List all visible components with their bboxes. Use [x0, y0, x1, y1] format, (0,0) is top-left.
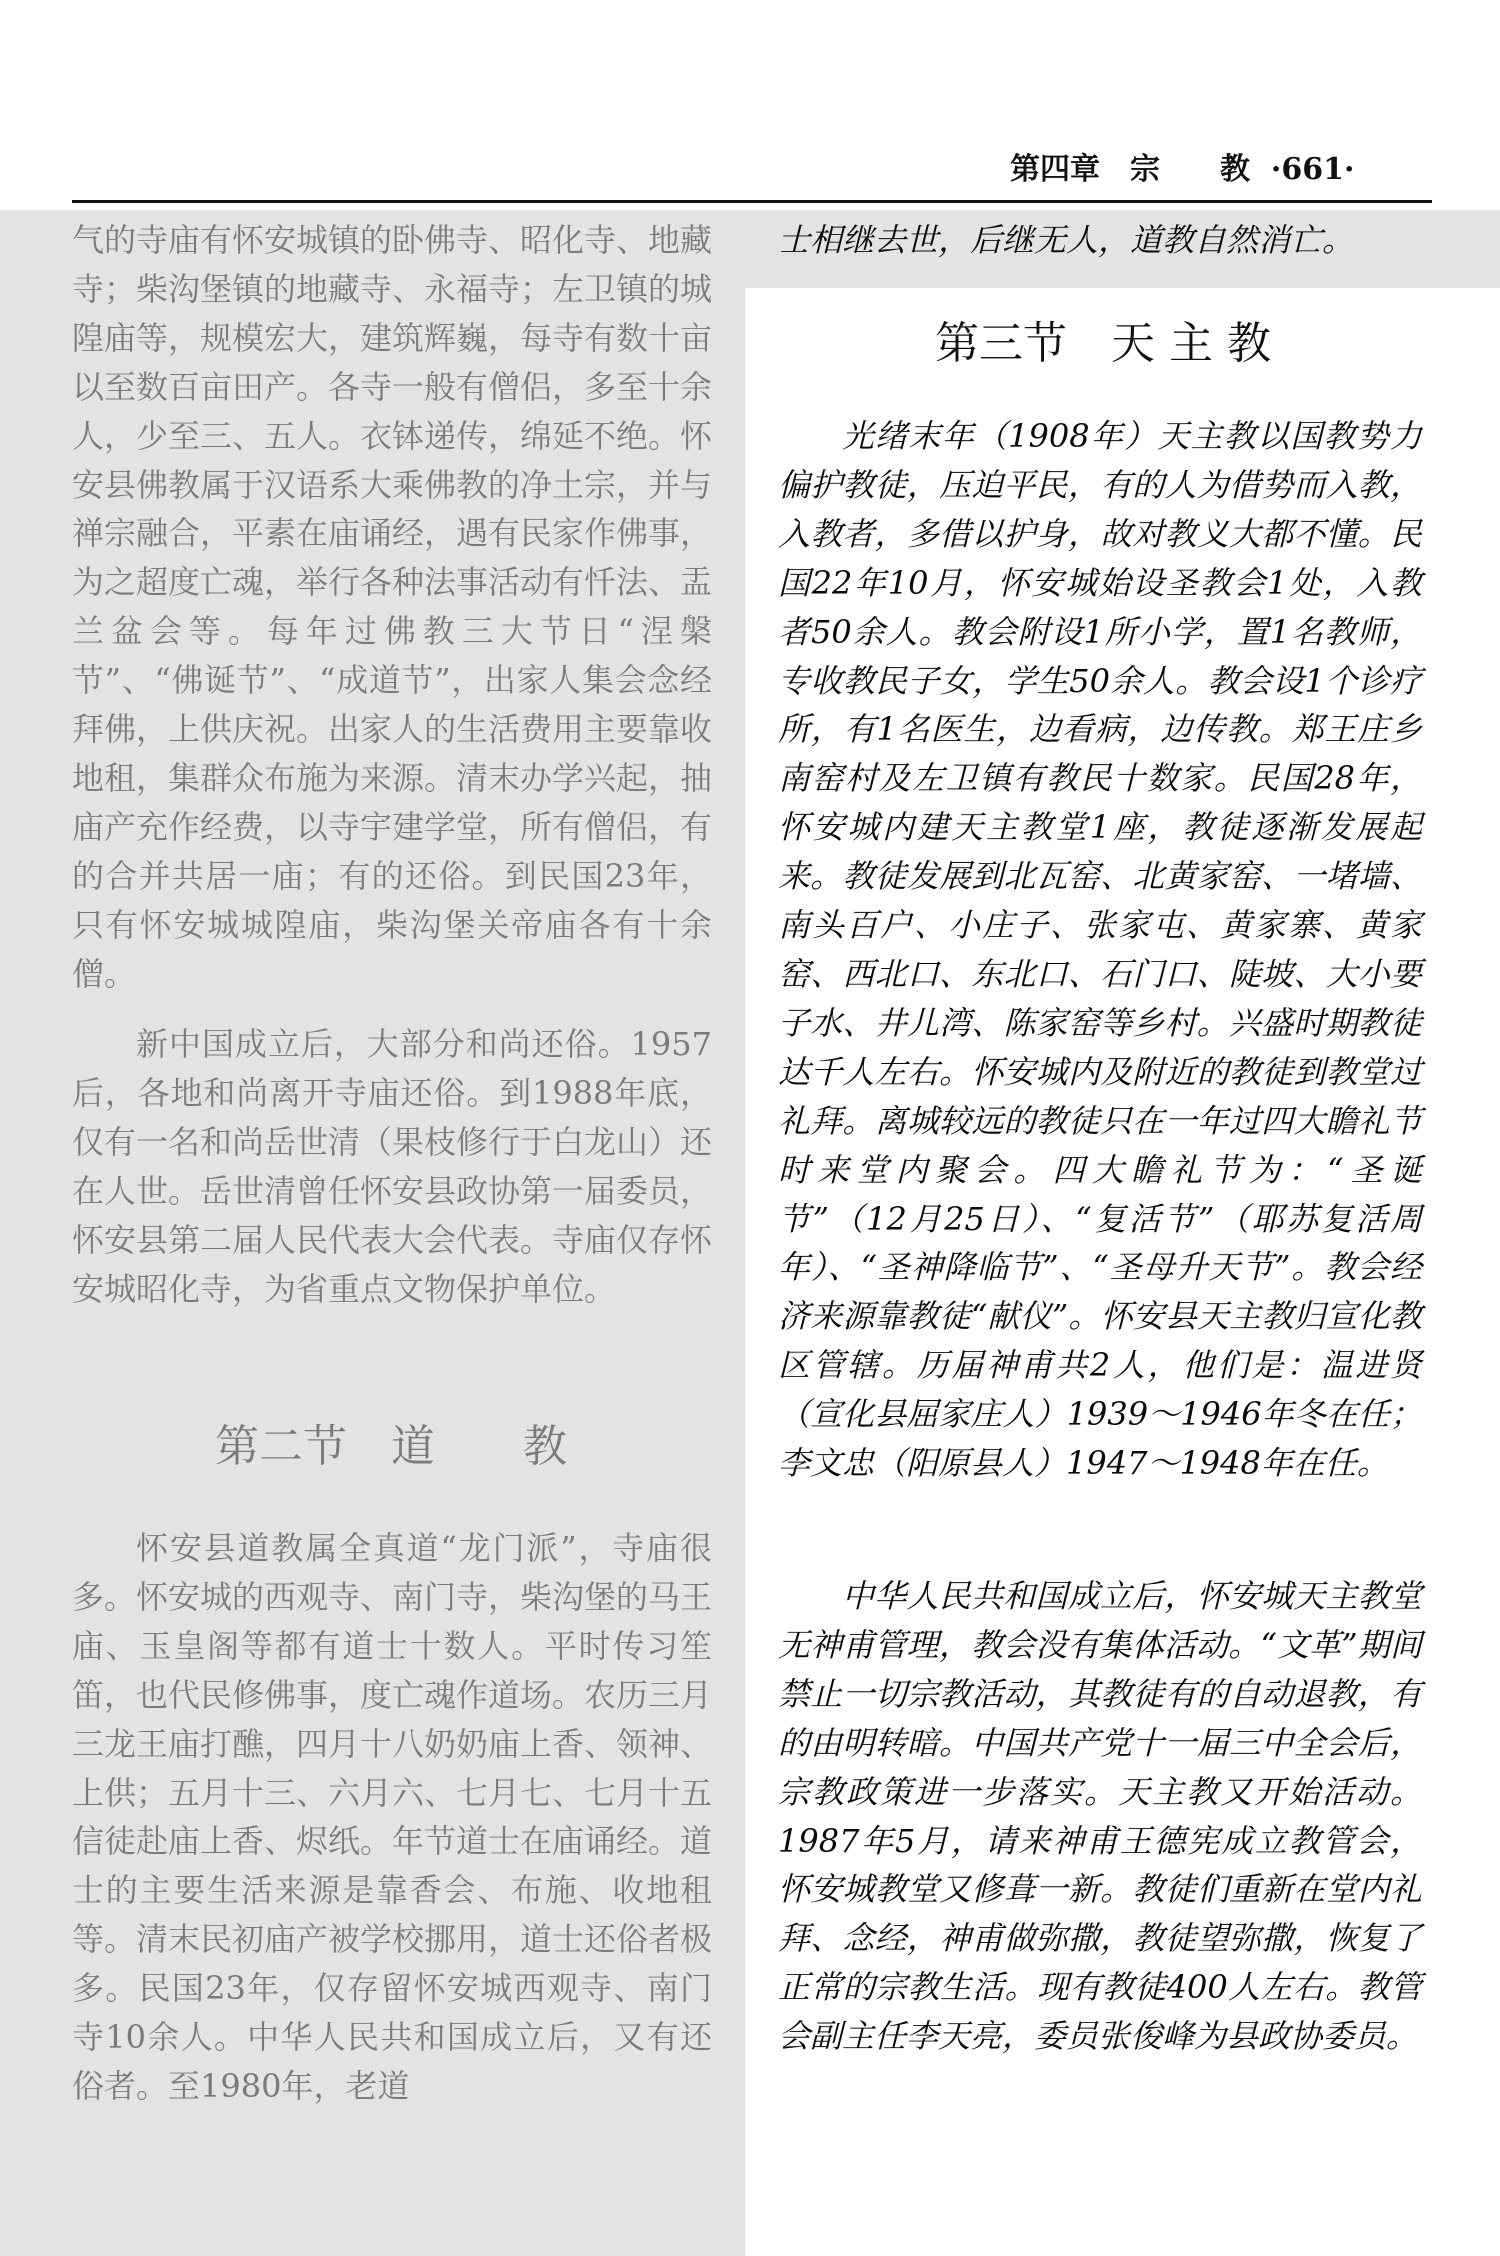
section-title-taoism: 第二节 道 教: [215, 1421, 567, 1472]
left-paragraph-taoism: 怀安县道教属全真道“龙门派”，寺庙很多。怀安城的西观寺、南门寺，柴沟堡的马王庙、玉皇阁等都有道士十数人。平时传习笙笛，也代民修佛事，度亡魂作道场。农历三月三龙王庙打醮，四月十八奶奶庙上香、领神、上供；五月十三、六月六、七月七、七月十五信徒赴庙上香、烬纸。年节道士在庙诵经。道士的主要生活来源是靠香会、布施、收地租等。清末民初庙产被学校挪用，道士还俗者极多。民国23年，仅存留怀安城西观寺、南门寺10余人。中华人民共和国成立后，又有还俗者。至1980年，老道: [72, 1529, 713, 2105]
running-head: [1010, 145, 1430, 195]
left-paragraph-buddhism: 气的寺庙有怀安城镇的卧佛寺、昭化寺、地藏寺；柴沟堡镇的地藏寺、永福寺；左卫镇的城隍庙等，规模宏大，建筑辉巍，每寺有数十亩以至数百亩田产。各寺一般有僧侣，多至十余人，少至三、五人。衣钵递传，绵延不绝。怀安县佛教属于汉语系大乘佛教的净土宗，并与禅宗融合，平素在庙诵经，遇有民家作佛事，为之超度亡魂，举行各种法事活动有忏法、盂兰盆会等。每年过佛教三大节日“涅槃节”、“佛诞节”、“成道节”，出家人集会念经拜佛，上供庆祝。出家人的生活费用主要靠收地租，集群众布施为来源。清末办学兴起，抽庙产充作经费，以寺宇建学堂，所有僧侣，有的合并共居一庙；有的还俗。到民国23年，只有怀安城城隍庙，柴沟堡关帝庙各有十余僧。: [72, 221, 713, 993]
right-paragraph-catholicism-history: 光绪末年（1908年）天主教以国教势力偏护教徒，压迫平民，有的人为借势而入教，入教者，多借以护身，故对教义大都不懂。民国22年10月，怀安城始设圣教会1处，入教者50余人。教会附设1所小学，置1名教师，专收教民子女，学生50余人。教会设1个诊疗所，有1名医生，边看病，边传教。郑王庄乡南窑村及左卫镇有教民十数家。民国28年，怀安城内建天主教堂1座，教徒逐渐发展起来。教徒发展到北瓦窑、北黄家窑、一堵墙、南头百户、小庄子、张家屯、黄家寨、黄家窑、西北口、东北口、石门口、陡坡、大小要子水、井儿湾、陈家窑等乡村。兴盛时期教徒达千人左右。怀安城内及附近的教徒到教堂过礼拜。离城较远的教徒只在一年过四大瞻礼节时来堂内聚会。四大瞻礼节为：“圣诞节”（12月25日）、“复活节”（耶苏复活周年）、“圣神降临节”、“圣母升天节”。教会经济来源靠教徒“献仪”。怀安县天主教归宣化教区管辖。历届神甫共2人，他们是：温进贤（宣化县屈家庄人）1939～1946年冬在任；李文忠（阳原县人）1947～1948年在任。: [778, 417, 1422, 1483]
right-paragraph-catholicism-present: 中华人民共和国成立后，怀安城天主教堂无神甫管理，教会没有集体活动。“文革”期间禁止一切宗教活动，其教徒有的自动退教，有的由明转暗。中国共产党十一届三中全会后，宗教政策进一步落实。天主教又开始活动。1987年5月，请来神甫王德宪成立教管会，怀安城教堂又修葺一新。教徒们重新在堂内礼拜、念经，神甫做弥撒，教徒望弥撒，恢复了正常的宗教生活。现有教徒400人左右。教管会副主任李天亮，委员张俊峰为县政协委员。: [778, 1577, 1422, 2056]
page-number: ·661·: [1270, 152, 1355, 187]
right-paragraph-taoism-end: 士相继去世，后继无人，道教自然消亡。: [778, 221, 1355, 259]
chapter-title: 第四章 宗 教: [1010, 152, 1250, 187]
left-paragraph-after-1949: 新中国成立后，大部分和尚还俗。1957后，各地和尚离开寺庙还俗。到1988年底，仅有一名和尚岳世清（果枝修行于白龙山）还在人世。岳世清曾任怀安县政协第一届委员，怀安县第二届人民代表大会代表。寺庙仅存怀安城昭化寺，为省重点文物保护单位。: [72, 1025, 713, 1308]
header-rule: [72, 200, 1432, 203]
section-title-catholicism: 第三节 天 主 教: [935, 318, 1271, 369]
